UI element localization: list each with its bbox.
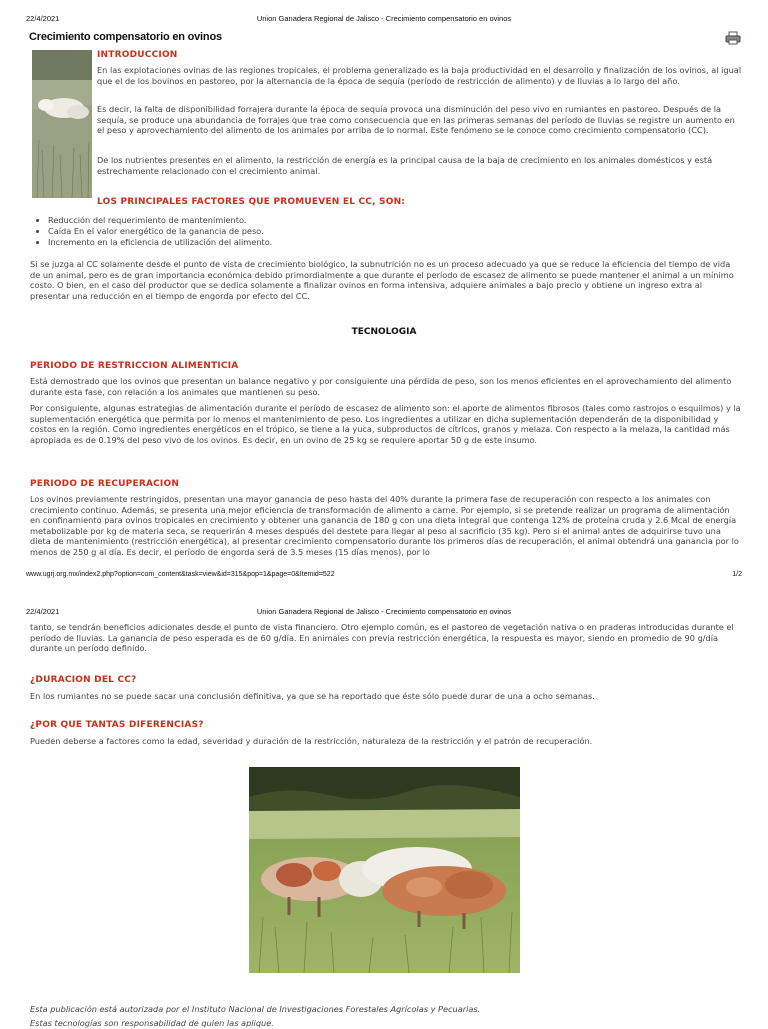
header-title: Union Ganadera Regional de Jalisco - Crecimiento compensatorio en ovinos [256, 607, 512, 616]
heading-tecnologia: TECNOLOGIA [351, 327, 417, 337]
footer-page: 1/2 [732, 571, 742, 578]
heading-restriccion: PERIODO DE RESTRICCION ALIMENTICIA [30, 361, 239, 371]
recuperacion-paragraph: Los ovinos previamente restringidos, presentan una mayor ganancia de peso hasta del 40% durante la primera fase de recuperación con respecto a los animales con crecimiento continuo. Además, se presenta una mejor eficiencia de transformación de alimento a carne. Por ejemplo, si se pretende realizar un programa de alimentación en confinamiento para ovinos tropicales en crecimiento y obtener una ganancia de 180 g con una dieta integral que contenga 12% de proteína cruda y 2.6 Mcal de energía metabolizable por kg de materia seca, se requerirán 4 meses después del destete para llegar al peso al sacrificio (35 kg). Pero si el animal antes de adquirirse tuvo una dieta de mantenimiento (restricción energética), al presentar crecimiento compensatorio durante los primeros días de recuperación, el animal obtendrá una ganancia por lo menos de 250 g al día. Es decir, el período de engorda será de 3.5 meses (15 días menos), por lo [30, 494, 739, 557]
factors-list [32, 215, 272, 248]
heading-recuperacion: PERIODO DE RECUPERACION [30, 479, 180, 489]
restriccion-paragraph-2: Por consiguiente, algunas estrategias de alimentación durante el período de escasez de alimento son: el aporte de alimentos fibrosos (tales como rastrojos o esquilmos) y la suplementación energética que permita por lo menos el mantenimiento de peso. Los ingredientes a utilizar en dicha suplementación dependerán de la disponibilidad y costos en la región. Como ingredientes energéticos en el trópico, se tiene a la yuca, subproductos de cítricos, granos y melaza. Con respecto a la melaza, la cantidad más apropiada es de 0.19% del peso vivo de los ovinos. Es decir, en un ovino de 25 kg se requiere aportar 50 g de este insumo. [30, 403, 741, 445]
credit-paragraph-1: Esta publicación está autorizada por el Instituto Nacional de Investigaciones Forestales Agrícolas y Pecuarias. [30, 1004, 481, 1014]
heading-diferencias: ¿POR QUE TANTAS DIFERENCIAS? [30, 720, 204, 730]
diferencias-paragraph: Pueden deberse a factores como la edad, severidad y duración de la restricción, naturaleza de la restricción y el patrón de recuperación. [30, 736, 593, 746]
intro-paragraph-3: De los nutrientes presentes en el alimento, la restricción de energía es la principal causa de la baja de crecimiento en los animales domésticos y está estrechamente relacionado con el crecimiento animal. [97, 155, 713, 176]
continuation-paragraph: tanto, se tendrán beneficios adicionales desde el punto de vista financiero. Otro ejemplo común, es el pastoreo de vegetación nativa o en praderas introducidas durante el período de lluvias. La ganancia de peso esperada es de 60 g/día. En animales con previa restricción energética, la respuesta es mayor, siendo en promedio de 90 g/día durante un período definido. [30, 622, 734, 654]
list-item: • Caída En el valor energético de la ganancia de peso. [48, 226, 272, 237]
page-title: Crecimiento compensatorio en ovinos [29, 31, 222, 43]
printer-icon[interactable] [725, 31, 741, 45]
page1-header [0, 14, 768, 26]
list-item: • Reducción del requerimiento de mantenimiento. [48, 215, 272, 226]
duracion-paragraph: En los rumiantes no se puede sacar una conclusión definitiva, ya que se ha reportado que éste sólo puede durar de una a ocho semanas. [30, 691, 595, 701]
cc-paragraph: Si se juzga al CC solamente desde el punto de vista de crecimiento biológico, la subnutrición no es un proceso adecuado ya que se reduce la eficiencia del tiempo de vida de un animal, pero es de gran importancia económica debido primordialmente a que durante el período de escasez de alimento se puede mantener el animal a un mínimo costo. O bien, en el caso del productor que se dedica solamente a finalizar ovinos en forma intensiva, adquiere animales a bajo precio y obtiene un ingreso extra al presentar una reducción en el tiempo de engorda por efecto del CC. [30, 259, 734, 301]
credit-paragraph-2: Estas tecnologías son responsabilidad de quien las aplique. [30, 1018, 274, 1028]
header-title: Union Ganadera Regional de Jalisco - Crecimiento compensatorio en ovinos [256, 14, 512, 23]
header-date: 22/4/2021 [26, 607, 60, 616]
heading-duracion: ¿DURACION DEL CC? [30, 675, 137, 685]
restriccion-paragraph-1: Está demostrado que los ovinos que presentan un balance negativo y por consiguiente una pérdida de peso, son los menos eficientes en el aprovechamiento del alimento durante esta fase, con relación a los animales que mantienen su peso. [30, 376, 732, 397]
header-date: 22/4/2021 [26, 14, 60, 23]
page2-header [0, 607, 768, 619]
footer-url: www.ugrj.org.mx/index2.php?option=com_content&task=view&id=315&pop=1&page=0&Itemid=522 [26, 571, 335, 578]
sheep-photo [249, 767, 520, 973]
heading-factores: LOS PRINCIPALES FACTORES QUE PROMUEVEN EL CC, SON: [97, 197, 406, 207]
list-item: • Incremento en la eficiencia de utilización del alimento. [48, 237, 272, 248]
intro-paragraph-1: En las explotaciones ovinas de las regiones tropicales, el problema generalizado es la baja productividad en el desarrollo y finalización de los ovinos, al igual que el de los bovinos en pastoreo, por la alternancia de la época de sequía (período de restricción de alimento) y de lluvias a lo largo del año. [97, 65, 742, 86]
sheep-thumbnail [32, 50, 92, 198]
heading-introduccion: INTRODUCCION [97, 50, 178, 60]
intro-paragraph-2: Es decir, la falta de disponibilidad forrajera durante la época de sequía provoca una disminución del peso vivo en rumiantes en pastoreo. Después de la sequía, se produce una abundancia de forrajes que trae como consecuencia que en las primeras semanas del período de lluvias se registre un aumento en el peso y aprovechamiento del alimento de los animales por arriba de lo normal. Este fenómeno se le conoce como crecimiento compensatorio (CC). [97, 104, 735, 136]
